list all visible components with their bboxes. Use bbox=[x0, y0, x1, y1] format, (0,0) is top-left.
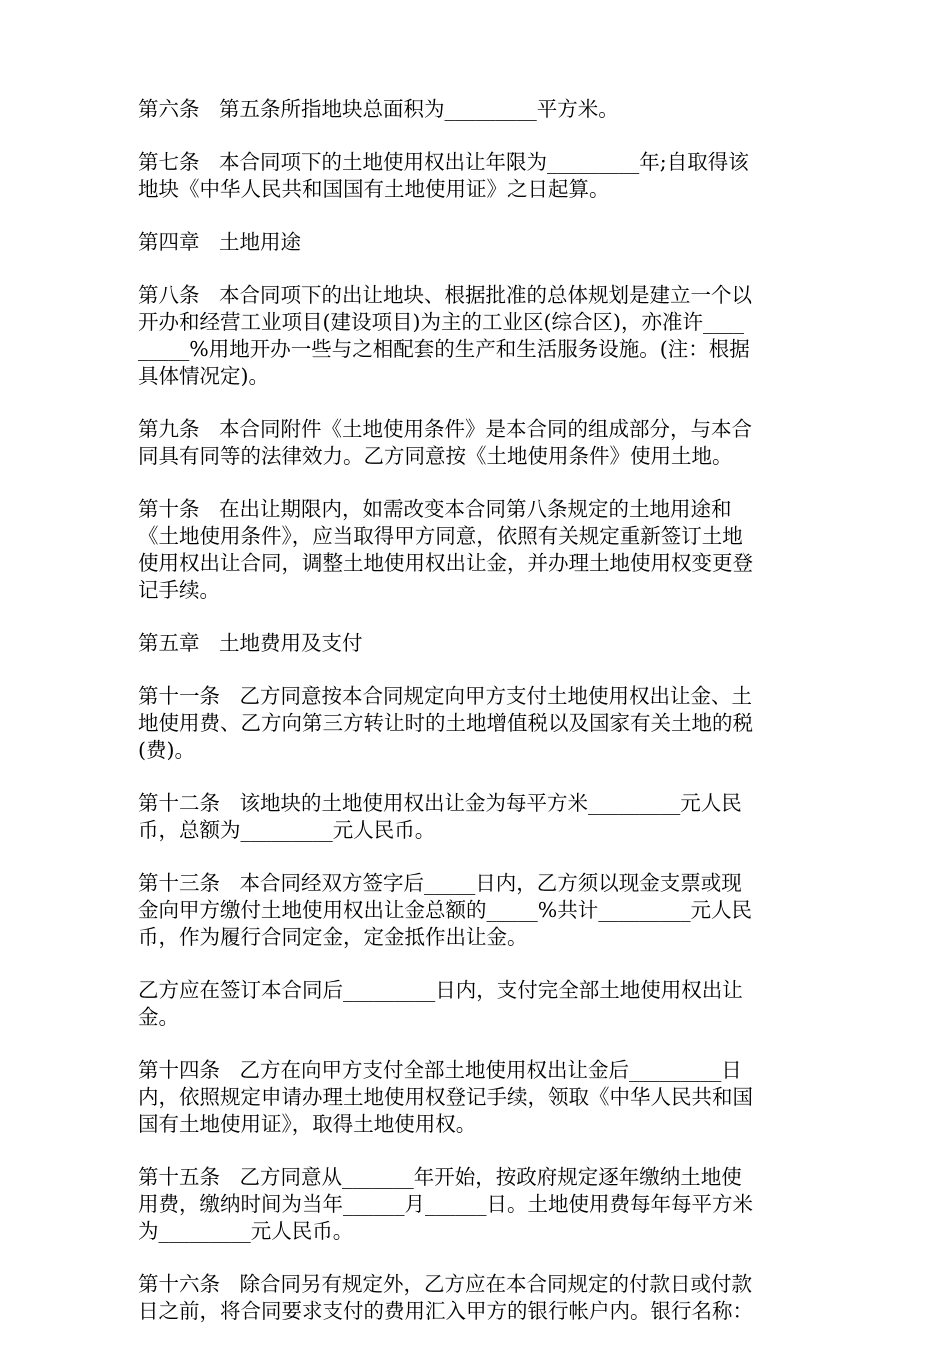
article-paragraph-art6 bbox=[138, 96, 814, 123]
article-paragraph-art13b bbox=[138, 977, 814, 1031]
text-line: 内，依照规定申请办理土地使用权登记手续，领取《中华人民共和国 bbox=[138, 1085, 753, 1109]
text-line: 第十六条 除合同另有规定外，乙方应在本合同规定的付款日或付款 bbox=[138, 1272, 753, 1296]
article-paragraph-art9 bbox=[138, 416, 814, 470]
text-line: 具体情况定)。 bbox=[138, 364, 269, 388]
text-line: 第七条 本合同项下的土地使用权出让年限为_________年;自取得该 bbox=[138, 150, 749, 174]
text-line: 乙方应在签订本合同后_________日内，支付完全部土地使用权出让 bbox=[138, 978, 743, 1002]
text-line: 币，作为履行合同定金，定金抵作出让金。 bbox=[138, 925, 528, 949]
text-line: 第十条 在出让期限内，如需改变本合同第八条规定的土地用途和 bbox=[138, 497, 732, 521]
text-line: 日之前，将合同要求支付的费用汇入甲方的银行帐户内。银行名称： bbox=[138, 1299, 753, 1323]
text-line: 地使用费、乙方向第三方转让时的土地增值税以及国家有关土地的税 bbox=[138, 711, 753, 735]
article-paragraph-art16 bbox=[138, 1271, 814, 1325]
chapter-heading-ch4 bbox=[138, 229, 814, 256]
text-line: 第十五条 乙方同意从_______年开始，按政府规定逐年缴纳土地使 bbox=[138, 1165, 742, 1189]
text-line: 第十二条 该地块的土地使用权出让金为每平方米_________元人民 bbox=[138, 791, 742, 815]
article-paragraph-art11 bbox=[138, 683, 814, 764]
text-line: 第五章 土地费用及支付 bbox=[138, 631, 363, 655]
article-paragraph-art12 bbox=[138, 790, 814, 844]
text-line: 币，总额为_________元人民币。 bbox=[138, 818, 436, 842]
text-line: 用费，缴纳时间为当年______月______日。土地使用费每年每平方米 bbox=[138, 1192, 753, 1216]
text-line: (费)。 bbox=[138, 738, 195, 762]
chapter-heading-ch5 bbox=[138, 630, 814, 657]
text-line: 开办和经营工业项目(建设项目)为主的工业区(综合区)，亦准许____ bbox=[138, 310, 744, 334]
text-line: 国有土地使用证》，取得土地使用权。 bbox=[138, 1112, 477, 1136]
article-paragraph-art15 bbox=[138, 1164, 814, 1245]
text-line: 第十三条 本合同经双方签字后_____日内，乙方须以现金支票或现 bbox=[138, 871, 742, 895]
text-line: 地块《中华人民共和国国有土地使用证》之日起算。 bbox=[138, 177, 610, 201]
text-line: 金向甲方缴付土地使用权出让金总额的_____%共计_________元人民 bbox=[138, 898, 752, 922]
text-line: 记手续。 bbox=[138, 578, 220, 602]
article-paragraph-art10 bbox=[138, 496, 814, 604]
text-line: 第十四条 乙方在向甲方支付全部土地使用权出让金后_________日 bbox=[138, 1058, 742, 1082]
text-line: 第八条 本合同项下的出让地块、根据批准的总体规划是建立一个以 bbox=[138, 283, 753, 307]
article-paragraph-art13 bbox=[138, 870, 814, 951]
text-line: 使用权出让合同，调整土地使用权出让金，并办理土地使用权变更登 bbox=[138, 551, 753, 575]
text-line: 第九条 本合同附件《土地使用条件》是本合同的组成部分，与本合 bbox=[138, 417, 753, 441]
text-line: 第六条 第五条所指地块总面积为_________平方米。 bbox=[138, 97, 619, 121]
text-line: 金。 bbox=[138, 1005, 179, 1029]
article-paragraph-art14 bbox=[138, 1057, 814, 1138]
document-body bbox=[138, 96, 814, 1351]
text-line: 为_________元人民币。 bbox=[138, 1219, 354, 1243]
text-line: 第十一条 乙方同意按本合同规定向甲方支付土地使用权出让金、土 bbox=[138, 684, 753, 708]
article-paragraph-art7 bbox=[138, 149, 814, 203]
text-line: 第四章 土地用途 bbox=[138, 230, 302, 254]
text-line: _____%用地开办一些与之相配套的生产和生活服务设施。(注：根据 bbox=[138, 337, 750, 361]
text-line: 《土地使用条件》，应当取得甲方同意，依照有关规定重新签订土地 bbox=[138, 524, 743, 548]
text-line: 同具有同等的法律效力。乙方同意按《土地使用条件》使用土地。 bbox=[138, 444, 733, 468]
article-paragraph-art8 bbox=[138, 282, 814, 390]
